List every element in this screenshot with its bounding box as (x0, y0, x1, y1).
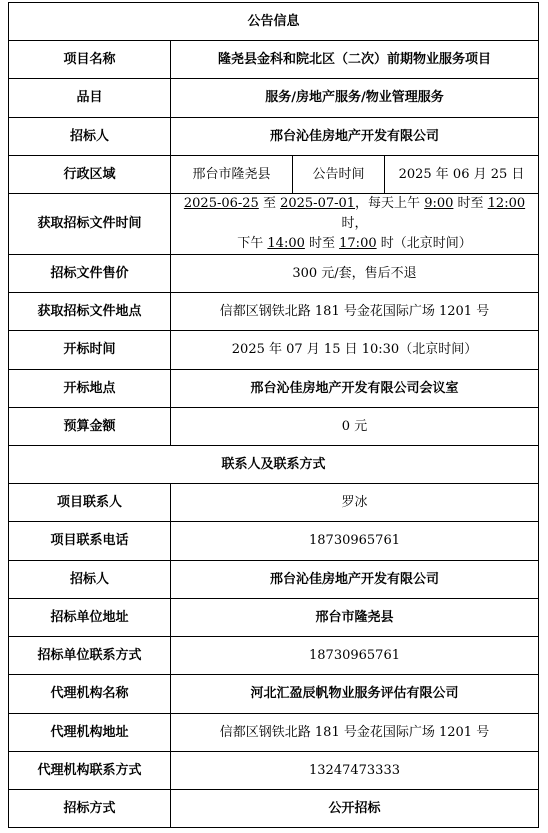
open-place-value: 邢台沁佳房地产开发有限公司会议室 (171, 370, 539, 408)
table-row (9, 790, 539, 828)
project-name-label: 项目名称 (9, 41, 171, 79)
doc-time-pm-start: 14:00 (267, 236, 305, 251)
table-row (9, 752, 539, 790)
project-name-value: 隆尧县金科和院北区（二次）前期物业服务项目 (171, 41, 539, 79)
category-value: 服务/房地产服务/物业管理服务 (171, 79, 539, 118)
table-row (9, 194, 539, 255)
contact-value: 公开招标 (171, 790, 539, 828)
tenderer-label: 招标人 (9, 118, 171, 156)
table-row (9, 118, 539, 156)
region-value: 邢台市隆尧县 (171, 156, 293, 194)
contact-label: 代理机构联系方式 (9, 752, 171, 790)
contact-label: 招标单位联系方式 (9, 637, 171, 675)
tenderer-value: 邢台沁佳房地产开发有限公司 (171, 118, 539, 156)
table-row (9, 484, 539, 522)
contact-value: 18730965761 (171, 522, 539, 561)
table-row (9, 522, 539, 561)
doc-time-text: 至 (258, 196, 281, 211)
contact-value: 河北汇盈辰帆物业服务评估有限公司 (171, 675, 539, 714)
table-row (9, 675, 539, 714)
announce-date-value: 2025 年 06 月 25 日 (385, 156, 539, 194)
contact-value: 18730965761 (171, 637, 539, 675)
contact-label: 项目联系人 (9, 484, 171, 522)
section-title: 公告信息 (9, 3, 539, 41)
table-row (9, 408, 539, 446)
doc-time-text: 时， (341, 216, 368, 231)
contact-value: 邢台市隆尧县 (171, 599, 539, 637)
contact-section-title: 联系人及联系方式 (9, 446, 539, 484)
doc-time-text: 时至 (453, 196, 488, 211)
table-row (9, 370, 539, 408)
doc-price-value: 300 元/套，售后不退 (171, 255, 539, 293)
contact-label: 代理机构名称 (9, 675, 171, 714)
category-label: 品目 (9, 79, 171, 118)
table-row (9, 637, 539, 675)
contact-value: 信都区钢铁北路 181 号金花国际广场 1201 号 (171, 714, 539, 752)
budget-label: 预算金额 (9, 408, 171, 446)
announce-date-label: 公告时间 (293, 156, 385, 194)
table-row (9, 714, 539, 752)
contact-value: 邢台沁佳房地产开发有限公司 (171, 561, 539, 599)
doc-time-text: 时至 (304, 236, 340, 251)
doc-price-label: 招标文件售价 (9, 255, 171, 293)
table-row (9, 293, 539, 331)
doc-time-text: 时（北京时间） (376, 236, 472, 251)
table-row (9, 561, 539, 599)
table-row (9, 79, 539, 118)
contact-label: 代理机构地址 (9, 714, 171, 752)
budget-value: 0 元 (171, 408, 539, 446)
open-time-label: 开标时间 (9, 331, 171, 370)
notice-table (8, 2, 539, 828)
doc-time-text: ，每天上午 (355, 196, 425, 211)
open-place-label: 开标地点 (9, 370, 171, 408)
contact-label: 招标单位地址 (9, 599, 171, 637)
region-label: 行政区域 (9, 156, 171, 194)
open-time-value: 2025 年 07 月 15 日 10:30（北京时间） (171, 331, 539, 370)
doc-time-label: 获取招标文件时间 (9, 194, 171, 255)
doc-time-am-start: 9:00 (424, 196, 454, 211)
table-row (9, 41, 539, 79)
doc-time-end: 2025-07-01 (280, 196, 356, 211)
contact-label: 招标方式 (9, 790, 171, 828)
section-header-row (9, 3, 539, 41)
contact-value: 罗冰 (171, 484, 539, 522)
doc-time-am-end: 12:00 (487, 196, 526, 211)
table-row (9, 599, 539, 637)
doc-time-text: 下午 (237, 236, 268, 251)
doc-time-pm-end: 17:00 (339, 236, 377, 251)
doc-place-value: 信都区钢铁北路 181 号金花国际广场 1201 号 (171, 293, 539, 331)
contact-label: 项目联系电话 (9, 522, 171, 561)
table-row (9, 156, 539, 194)
contact-label: 招标人 (9, 561, 171, 599)
contact-value: 13247473333 (171, 752, 539, 790)
doc-time-start: 2025-06-25 (183, 196, 259, 211)
table-row (9, 331, 539, 370)
doc-time-value (171, 194, 539, 255)
doc-place-label: 获取招标文件地点 (9, 293, 171, 331)
table-row (9, 255, 539, 293)
section-header-row (9, 446, 539, 484)
